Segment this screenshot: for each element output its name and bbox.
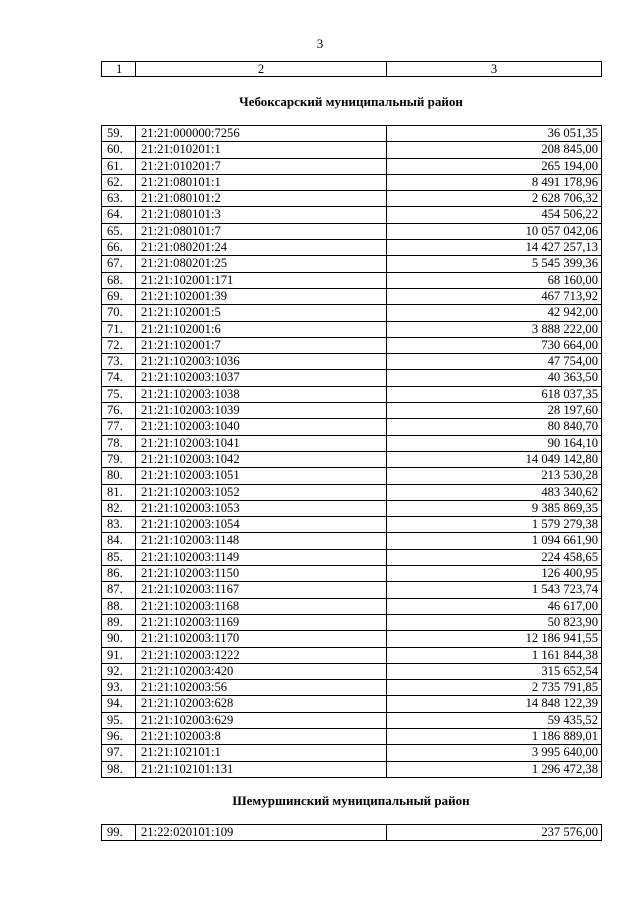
table-row (102, 142, 602, 158)
row-number: 67. (102, 256, 136, 272)
cadastral-number: 21:22:020101:109 (136, 825, 387, 841)
cadastral-value: 208 845,00 (387, 142, 602, 158)
cadastral-value: 12 186 941,55 (387, 631, 602, 647)
row-number: 78. (102, 435, 136, 451)
cadastral-value: 467 713,92 (387, 288, 602, 304)
cadastral-value: 5 545 399,36 (387, 256, 602, 272)
row-number: 95. (102, 712, 136, 728)
cadastral-number: 21:21:102003:8 (136, 728, 387, 744)
table-header (101, 61, 602, 77)
table-row (102, 272, 602, 288)
table-row (102, 598, 602, 614)
cadastral-number: 21:21:102003:1039 (136, 403, 387, 419)
table-row (102, 517, 602, 533)
table-row (102, 761, 602, 777)
cadastral-value: 46 617,00 (387, 598, 602, 614)
cadastral-value: 3 888 222,00 (387, 321, 602, 337)
table-row (102, 419, 602, 435)
row-number: 71. (102, 321, 136, 337)
cadastral-number: 21:21:080101:7 (136, 223, 387, 239)
cadastral-number: 21:21:102003:1149 (136, 549, 387, 565)
table-row (102, 631, 602, 647)
row-number: 60. (102, 142, 136, 158)
cadastral-number: 21:21:102001:171 (136, 272, 387, 288)
table-row (102, 321, 602, 337)
cadastral-value: 730 664,00 (387, 337, 602, 353)
cadastral-number: 21:21:102101:131 (136, 761, 387, 777)
header-col-3: 3 (387, 62, 602, 77)
cadastral-number: 21:21:102003:1036 (136, 354, 387, 370)
row-number: 83. (102, 517, 136, 533)
cadastral-value: 9 385 869,35 (387, 500, 602, 516)
table-row (102, 240, 602, 256)
table-row (102, 174, 602, 190)
row-number: 82. (102, 500, 136, 516)
table-row (102, 354, 602, 370)
cadastral-number: 21:21:102003:1148 (136, 533, 387, 549)
row-number: 90. (102, 631, 136, 647)
cadastral-number: 21:21:102001:7 (136, 337, 387, 353)
row-number: 65. (102, 223, 136, 239)
row-number: 89. (102, 614, 136, 630)
table-row (102, 305, 602, 321)
row-number: 97. (102, 745, 136, 761)
table-row (102, 825, 602, 841)
table-row (102, 647, 602, 663)
cadastral-value: 47 754,00 (387, 354, 602, 370)
cadastral-number: 21:21:102003:1038 (136, 386, 387, 402)
table-row (102, 256, 602, 272)
table-row (102, 451, 602, 467)
cadastral-value: 1 186 889,01 (387, 728, 602, 744)
table-row (102, 712, 602, 728)
cadastral-number: 21:21:102003:1168 (136, 598, 387, 614)
cadastral-value: 126 400,95 (387, 566, 602, 582)
row-number: 86. (102, 566, 136, 582)
row-number: 80. (102, 468, 136, 484)
table-row (102, 582, 602, 598)
cadastral-value: 10 057 042,06 (387, 223, 602, 239)
row-number: 94. (102, 696, 136, 712)
cadastral-value: 14 427 257,13 (387, 240, 602, 256)
row-number: 66. (102, 240, 136, 256)
cadastral-number: 21:21:102003:1167 (136, 582, 387, 598)
cadastral-number: 21:21:102003:1150 (136, 566, 387, 582)
page-number: 3 (316, 36, 324, 51)
row-number: 88. (102, 598, 136, 614)
row-number: 93. (102, 680, 136, 696)
table-row (102, 435, 602, 451)
cadastral-number: 21:21:102003:1053 (136, 500, 387, 516)
row-number: 59. (102, 126, 136, 142)
table-row (102, 484, 602, 500)
cadastral-number: 21:21:080101:1 (136, 174, 387, 190)
table-row (102, 207, 602, 223)
cadastral-number: 21:21:102003:1051 (136, 468, 387, 484)
row-number: 76. (102, 403, 136, 419)
table-row (102, 223, 602, 239)
cadastral-value: 1 543 723,74 (387, 582, 602, 598)
cadastral-value: 59 435,52 (387, 712, 602, 728)
cadastral-value: 8 491 178,96 (387, 174, 602, 190)
row-number: 72. (102, 337, 136, 353)
header-col-2: 2 (136, 62, 387, 77)
cadastral-number: 21:21:102001:39 (136, 288, 387, 304)
section-title: Шемуршинский муниципальный район (232, 793, 470, 808)
cadastral-value: 618 037,35 (387, 386, 602, 402)
cadastral-value: 40 363,50 (387, 370, 602, 386)
cadastral-number: 21:21:102003:1054 (136, 517, 387, 533)
cadastral-value: 3 995 640,00 (387, 745, 602, 761)
cadastral-value: 2 628 706,32 (387, 191, 602, 207)
cadastral-number: 21:21:102003:1040 (136, 419, 387, 435)
table-row (102, 500, 602, 516)
table-row (102, 403, 602, 419)
row-number: 64. (102, 207, 136, 223)
cadastral-value: 68 160,00 (387, 272, 602, 288)
row-number: 99. (102, 825, 136, 841)
table-row (102, 126, 602, 142)
cadastral-number: 21:21:102003:420 (136, 663, 387, 679)
cadastral-value: 14 049 142,80 (387, 451, 602, 467)
section-table (101, 125, 602, 778)
cadastral-value: 2 735 791,85 (387, 680, 602, 696)
table-row (102, 728, 602, 744)
row-number: 91. (102, 647, 136, 663)
cadastral-number: 21:21:010201:7 (136, 158, 387, 174)
cadastral-number: 21:21:102003:1169 (136, 614, 387, 630)
row-number: 92. (102, 663, 136, 679)
table-row (102, 158, 602, 174)
row-number: 81. (102, 484, 136, 500)
table-row (102, 386, 602, 402)
cadastral-number: 21:21:080201:24 (136, 240, 387, 256)
table-row (102, 680, 602, 696)
table-row (102, 614, 602, 630)
table-row (102, 549, 602, 565)
cadastral-value: 265 194,00 (387, 158, 602, 174)
row-number: 75. (102, 386, 136, 402)
cadastral-value: 237 576,00 (387, 825, 602, 841)
cadastral-number: 21:21:102001:6 (136, 321, 387, 337)
row-number: 68. (102, 272, 136, 288)
table-row (102, 745, 602, 761)
cadastral-value: 42 942,00 (387, 305, 602, 321)
cadastral-number: 21:21:102003:1037 (136, 370, 387, 386)
table-row (102, 468, 602, 484)
cadastral-number: 21:21:102001:5 (136, 305, 387, 321)
row-number: 77. (102, 419, 136, 435)
table-row (102, 370, 602, 386)
row-number: 96. (102, 728, 136, 744)
row-number: 87. (102, 582, 136, 598)
header-row (102, 62, 602, 77)
cadastral-number: 21:21:102003:56 (136, 680, 387, 696)
table-row (102, 663, 602, 679)
cadastral-number: 21:21:102003:1052 (136, 484, 387, 500)
cadastral-number: 21:21:102003:1170 (136, 631, 387, 647)
cadastral-number: 21:21:080201:25 (136, 256, 387, 272)
header-col-1: 1 (102, 62, 136, 77)
cadastral-number: 21:21:080101:3 (136, 207, 387, 223)
cadastral-value: 315 652,54 (387, 663, 602, 679)
row-number: 63. (102, 191, 136, 207)
row-number: 73. (102, 354, 136, 370)
cadastral-number: 21:21:000000:7256 (136, 126, 387, 142)
row-number: 85. (102, 549, 136, 565)
cadastral-value: 28 197,60 (387, 403, 602, 419)
cadastral-value: 483 340,62 (387, 484, 602, 500)
table-row (102, 533, 602, 549)
row-number: 69. (102, 288, 136, 304)
cadastral-number: 21:21:102003:629 (136, 712, 387, 728)
cadastral-value: 1 094 661,90 (387, 533, 602, 549)
cadastral-value: 213 530,28 (387, 468, 602, 484)
cadastral-value: 1 161 844,38 (387, 647, 602, 663)
table-row (102, 566, 602, 582)
row-number: 70. (102, 305, 136, 321)
table-row (102, 288, 602, 304)
cadastral-number: 21:21:010201:1 (136, 142, 387, 158)
cadastral-value: 454 506,22 (387, 207, 602, 223)
cadastral-value: 36 051,35 (387, 126, 602, 142)
cadastral-value: 80 840,70 (387, 419, 602, 435)
cadastral-number: 21:21:080101:2 (136, 191, 387, 207)
cadastral-number: 21:21:102003:1222 (136, 647, 387, 663)
cadastral-value: 1 296 472,38 (387, 761, 602, 777)
table-row (102, 696, 602, 712)
row-number: 74. (102, 370, 136, 386)
cadastral-number: 21:21:102003:1042 (136, 451, 387, 467)
cadastral-number: 21:21:102003:1041 (136, 435, 387, 451)
section-title: Чебоксарский муниципальный район (239, 94, 463, 109)
row-number: 62. (102, 174, 136, 190)
row-number: 61. (102, 158, 136, 174)
section-table (101, 824, 602, 841)
cadastral-value: 50 823,90 (387, 614, 602, 630)
row-number: 84. (102, 533, 136, 549)
table-row (102, 337, 602, 353)
cadastral-value: 90 164,10 (387, 435, 602, 451)
cadastral-number: 21:21:102003:628 (136, 696, 387, 712)
cadastral-value: 224 458,65 (387, 549, 602, 565)
row-number: 98. (102, 761, 136, 777)
cadastral-value: 1 579 279,38 (387, 517, 602, 533)
cadastral-value: 14 848 122,39 (387, 696, 602, 712)
row-number: 79. (102, 451, 136, 467)
table-row (102, 191, 602, 207)
cadastral-number: 21:21:102101:1 (136, 745, 387, 761)
